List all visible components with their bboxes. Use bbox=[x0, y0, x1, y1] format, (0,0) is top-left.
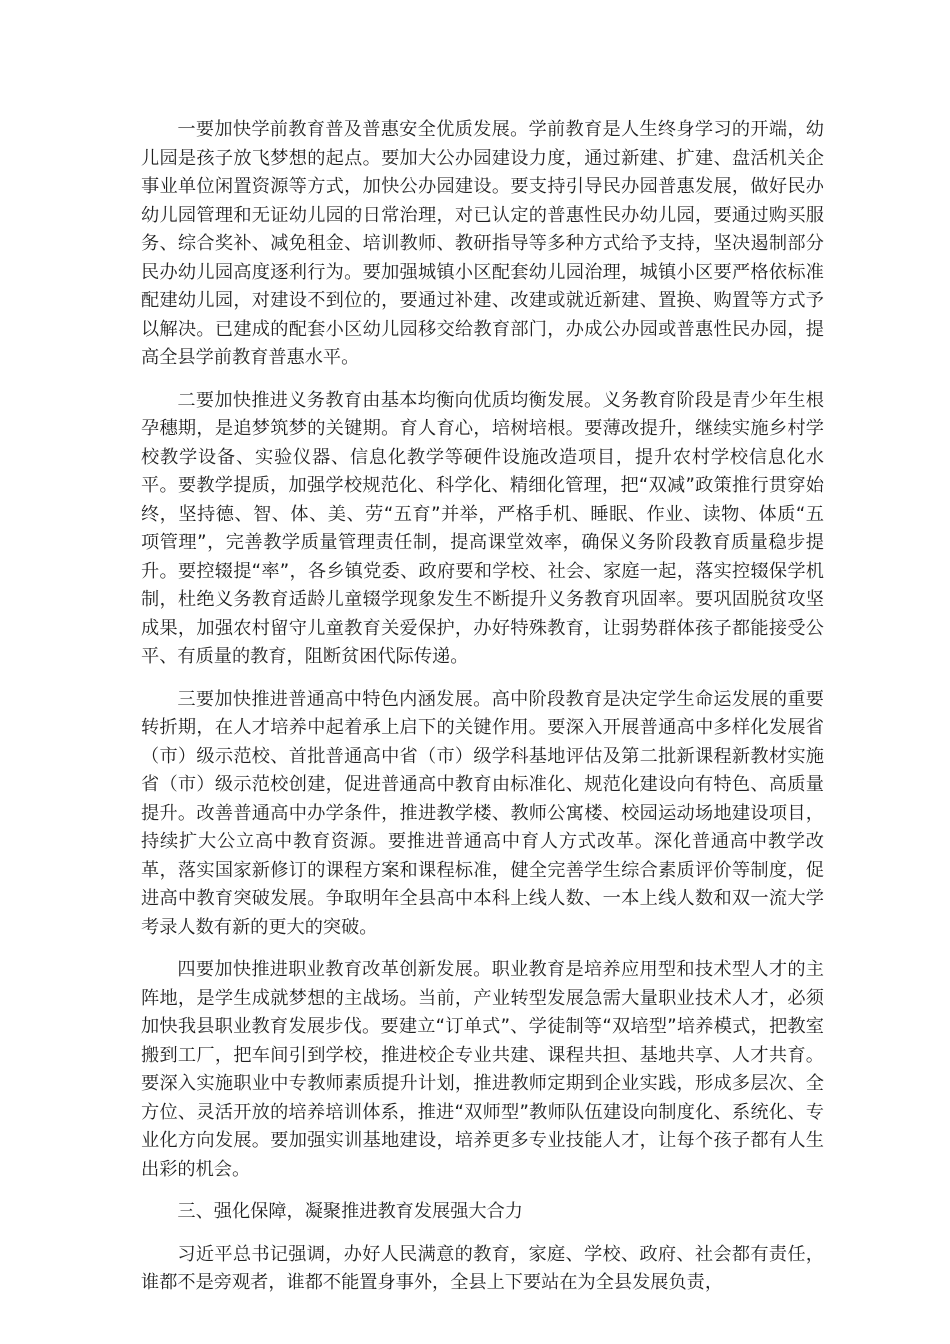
paragraph-high-school-education: 三要加快推进普通高中特色内涵发展。高中阶段教育是决定学生命运发展的重要转折期，在人才培养中起着承上启下的关键作用。要深入开展普通高中多样化发展省（市）级示范校、首批普通高中省（市）级学科基地评估及第二批新课程新教材实施省（市）级示范校创建，促进普通高中教育由标准化、规范化建设向有特色、高质量提升。改善普通高中办学条件，推进教学楼、教师公寓楼、校园运动场地建设项目，持续扩大公立高中教育资源。要推进普通高中育人方式改革。深化普通高中教学改革，落实国家新修订的课程方案和课程标准，健全完善学生综合素质评价等制度，促进高中教育突破发展。争取明年全县高中本科上线人数、一本上线人数和双一流大学考录人数有新的更大的突破。 bbox=[141, 688, 824, 938]
document-body bbox=[141, 116, 824, 1312]
paragraph-compulsory-education: 二要加快推进义务教育由基本均衡向优质均衡发展。义务教育阶段是青少年生根孕穗期，是追梦筑梦的关键期。育人育心，培树培根。要薄改提升，继续实施乡村学校教学设备、实验仪器、信息化教学等硬件设施改造项目，提升农村学校信息化水平。要教学提质，加强学校规范化、科学化、精细化管理，把“双减”政策推行贯穿始终，坚持德、智、体、美、劳“五育”并举，严格手机、睡眠、作业、读物、体质“五项管理”，完善教学质量管理责任制，提高课堂效率，确保义务阶段教育质量稳步提升。要控辍提“率”，各乡镇党委、政府要和学校、社会、家庭一起，落实控辍保学机制，杜绝义务教育适龄儿童辍学现象发生不断提升义务教育巩固率。要巩固脱贫攻坚成果，加强农村留守儿童教育关爱保护，办好特殊教育，让弱势群体孩子都能接受公平、有质量的教育，阻断贫困代际传递。 bbox=[141, 389, 824, 667]
paragraph-closing: 习近平总书记强调，办好人民满意的教育，家庭、学校、政府、社会都有责任，谁都不是旁观者，谁都不能置身事外，全县上下要站在为全县发展负责， bbox=[141, 1243, 824, 1293]
section-heading: 三、强化保障，凝聚推进教育发展强大合力 bbox=[177, 1201, 523, 1222]
paragraph-preschool-education: 一要加快学前教育普及普惠安全优质发展。学前教育是人生终身学习的开端，幼儿园是孩子放飞梦想的起点。要加大公办园建设力度，通过新建、扩建、盘活机关企事业单位闲置资源等方式，加快公办园建设。要支持引导民办园普惠发展，做好民办幼儿园管理和无证幼儿园的日常治理，对已认定的普惠性民办幼儿园，要通过购买服务、综合奖补、减免租金、培训教师、教研指导等多种方式给予支持，坚决遏制部分民办幼儿园高度逐利行为。要加强城镇小区配套幼儿园治理，城镇小区要严格依标准配建幼儿园，对建设不到位的，要通过补建、改建或就近新建、置换、购置等方式予以解决。已建成的配套小区幼儿园移交给教育部门，办成公办园或普惠性民办园，提高全县学前教育普惠水平。 bbox=[141, 119, 824, 368]
paragraph-vocational-education: 四要加快推进职业教育改革创新发展。职业教育是培养应用型和技术型人才的主阵地，是学生成就梦想的主战场。当前，产业转型发展急需大量职业技术人才，必须加快我县职业教育发展步伐。要建立“订单式”、学徒制等“双培型”培养模式，把教室搬到工厂，把车间引到学校，推进校企专业共建、课程共担、基地共享、人才共育。要深入实施职业中专教师素质提升计划，推进教师定期到企业实践，形成多层次、全方位、灵活开放的培养培训体系，推进“双师型”教师队伍建设向制度化、系统化、专业化方向发展。要加强实训基地建设，培养更多专业技能人才，让每个孩子都有人生出彩的机会。 bbox=[141, 959, 824, 1180]
